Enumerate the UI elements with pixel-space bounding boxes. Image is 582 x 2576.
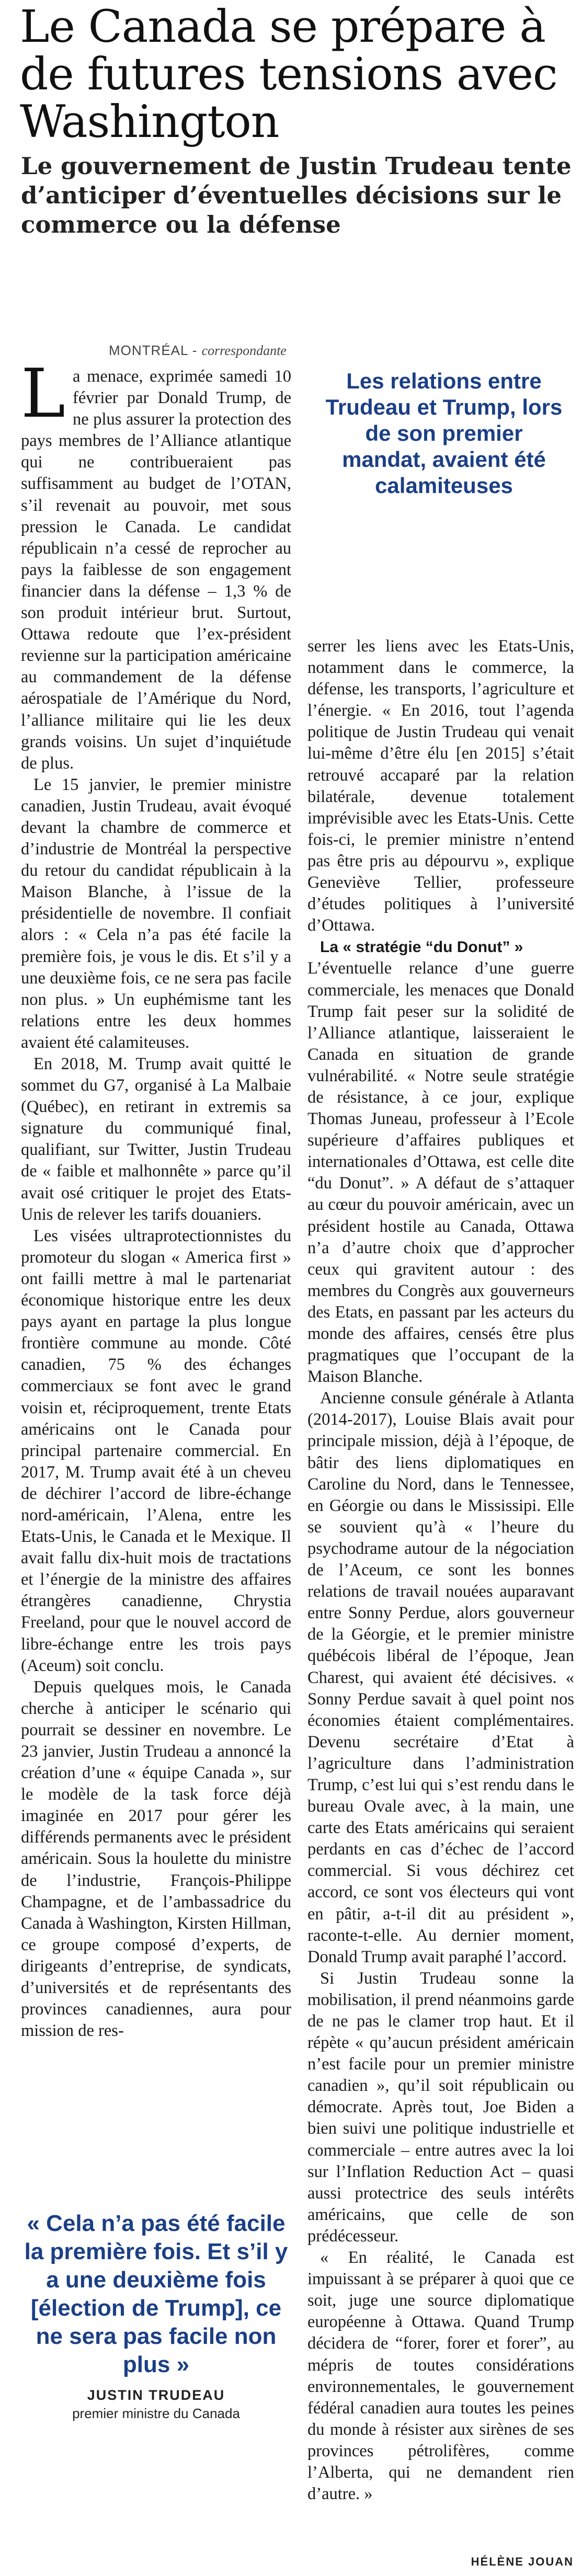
section-subheading: La « stratégie “du Donut” »	[320, 938, 523, 956]
body-paragraph: L’éventuelle relance d’une guerre commerciale, les menaces que Donald Trump fait peser sur la solidité de l’Alliance atlantique, laisseraient le Canada en situation de grande vulnérabilité. « Notre seule stratégie de résistance, à ce jour, explique Thomas Juneau, professeur à l’Ecole supérieure d’affaires publiques et internationales d’Ottawa, est celle dite “du Donut”. » A défaut de s’attaquer au cœur du pouvoir américain, avec un président hostile au Canada, Ottawa n’a d’autre choix que d’approcher ceux qui gravitent autour : des membres du Congrès aux gouverneurs des Etats, en passant par les acteurs du monde des affaires, censés être plus pragmatiques que l’occupant de la Maison Blanche.	[307, 959, 574, 1387]
lead-paragraph-text: a menace, exprimée samedi 10 février par Donald Trump, de ne plus assurer la protection des pays membres de l’Alliance atlantique qui ne contribueraient pas suffisamment au budget de l’OTAN, s’il revenait au pouvoir, met sous pression le Canada. Le candidat républicain n’a cessé de reprocher au pays la faiblesse de son engagement financier dans la défense – 1,3 % de son produit intérieur brut. Surtout, Ottawa redoute que l’ex-président revienne sur la participation américaine au commandement de la défense aérospatiale de l’Amérique du Nord, l’alliance militaire qui lie les deux grands voisins. Un sujet d’inquiétude de plus.	[21, 367, 291, 773]
body-paragraph: serrer les liens avec les Etats-Unis, notamment dans le commerce, la défense, les transports, l’agriculture et l’énergie. « En 2016, tout l’agenda politique de Justin Trudeau qui venait lui-même d’être élu [en 2015] s’était retrouvé accaparé par la relation bilatérale, devenue totalement imprévisible avec les Etats-Unis. Cette fois-ci, le premier ministre n’entend pas être pris au dépourvu », explique Geneviève Tellier, professeure d’études politiques à l’université d’Ottawa.	[307, 637, 574, 935]
drop-cap: L	[21, 355, 65, 433]
quote-author-role: premier ministre du Canada	[72, 2406, 240, 2421]
column-right	[307, 636, 574, 2505]
subheadline: Le gouvernement de Justin Trudeau tente d’anticiper d’éventuelles décisions sur le commerce ou la défense	[21, 152, 572, 238]
quote-author: JUSTIN TRUDEAU	[87, 2387, 225, 2403]
dateline-place: MONTRÉAL	[109, 342, 188, 358]
body-paragraph: Si Justin Trudeau sonne la mobilisation, il prend néanmoins garde de ne pas le clamer trop haut. Et il répète « qu’aucun président américain n’est facile pour un premier ministre canadien », qu’il soit républicain ou démocrate. Après tout, Joe Biden a bien suivi une politique industrielle et commerciale – entre autres avec la loi sur l’Inflation Reduction Act – quasi aussi protectrice des seuls intérêts américains, que celle de son prédécesseur.	[307, 1968, 574, 2246]
body-paragraph: « En réalité, le Canada est impuissant à se préparer à quoi que ce soit, juge une source diplomatique européenne à Ottawa. Quand Trump décidera de “forer, forer et forer”, au mépris de toutes considérations environnementales, le gouvernement fédéral canadien aura toutes les peines du monde à résister aux sirènes de ses provinces pétrolifères, comme l’Alberta, qui ne demandent rien d’autre. »	[307, 2248, 574, 2504]
body-paragraph: En 2018, M. Trump avait quitté le sommet du G7, organisé à La Malbaie (Québec), en retirant in extremis sa signature du communiqué final, qualifiant, sur Twitter, Justin Trudeau de « faible et malhonnête » parce qu’il avait osé critiquer le projet des Etats-Unis de relever les tarifs douaniers.	[21, 1055, 291, 1224]
headline: Le Canada se prépare à de futures tensions avec Washington	[20, 1, 557, 148]
dateline	[109, 342, 287, 359]
body-paragraph: Ancienne consule générale à Atlanta (2014-2017), Louise Blais avait pour principale mission, déjà à l’époque, de bâtir des liens diplomatiques en Caroline du Nord, dans le Tennessee, en Géorgie ou dans le Mississipi. Elle se souvient qu’à « l’heure du psychodrame autour de la négociation de l’Aceum, ce sont les bonnes relations de travail nouées auparavant entre Sonny Perdue, alors gouverneur de la Géorgie, et le premier ministre québécois libéral de l’époque, Jean Charest, qui avaient été décisives. « Sonny Perdue savait à quel point nos économies étaient complémentaires. Devenu secrétaire d’Etat à l’agriculture dans l’administration Trump, c’est lui qui s’est rendu dans le bureau Ovale avec, à la main, une carte des Etats américains qui seraient perdants en cas d’échec de l’accord commercial. Si vous déchirez cet accord, ce sont vos électeurs qui vont en pâtir, a-t-il dit au président », raconte-t-elle. Au dernier moment, Donald Trump avait paraphé l’accord.	[307, 1389, 574, 1966]
dateline-role: correspondante	[201, 343, 287, 358]
quote-box	[21, 2209, 291, 2422]
column-left	[21, 355, 291, 2042]
pull-quote-top: Les relations entre Trudeau et Trump, lors de son premier mandat, avaient été calamiteuses	[325, 369, 563, 498]
dateline-separator: -	[188, 342, 202, 358]
author-credit: HÉLÈNE JOUAN	[471, 2555, 574, 2568]
lead-paragraph	[21, 355, 291, 774]
body-paragraph: Le 15 janvier, le premier ministre canadien, Justin Trudeau, avait évoqué devant la chambre de commerce et d’industrie de Montréal la perspective du retour du candidat républicain à la Maison Blanche, à l’issue de la présidentielle de novembre. Il confiait alors : « Cela n’a pas été facile la première fois, je vous le dis. Et s’il y a une deuxième fois, ce ne sera pas facile non plus. » Un euphémisme tant les relations entre les deux hommes avaient été calamiteuses.	[21, 775, 291, 1052]
body-paragraph: Les visées ultraprotectionnistes du promoteur du slogan « America first » ont failli mettre à mal le partenariat économique historique entre les deux pays ayant en partage la plus longue frontière commune au monde. Côté canadien, 75 % des échanges commerciaux se font avec le grand voisin et, réciproquement, trente Etats américains ont le Canada pour principal partenaire commercial. En 2017, M. Trump avait été à un cheveu de déchirer l’accord de libre-échange nord-américain, l’Alena, entre les Etats-Unis, le Canada et le Mexique. Il avait fallu dix-huit mois de tractations et l’énergie de la ministre des affaires étrangères canadienne, Chrystia Freeland, pour que le nouvel accord de libre-échange entre les trois pays (Aceum) soit conclu.	[21, 1226, 291, 1675]
body-paragraph: Depuis quelques mois, le Canada cherche à anticiper le scénario qui pourrait se dessiner en novembre. Le 23 janvier, Justin Trudeau a annoncé la création d’une « équipe Canada », sur le modèle de la task force déjà imaginée en 2017 pour gérer les différends permanents avec le président américain. Sous la houlette du ministre de l’industrie, François-Philippe Champagne, et de l’ambassadrice du Canada à Washington, Kirsten Hillman, ce groupe composé d’experts, de dirigeants d’entreprise, de syndicats, d’universités et de représentants des provinces canadiennes, aura pour mission de res-	[21, 1677, 291, 2041]
quote-text: « Cela n’a pas été facile la première fois. Et s’il y a une deuxième fois [élection de Trump], ce ne sera pas facile non plus »	[24, 2211, 288, 2377]
